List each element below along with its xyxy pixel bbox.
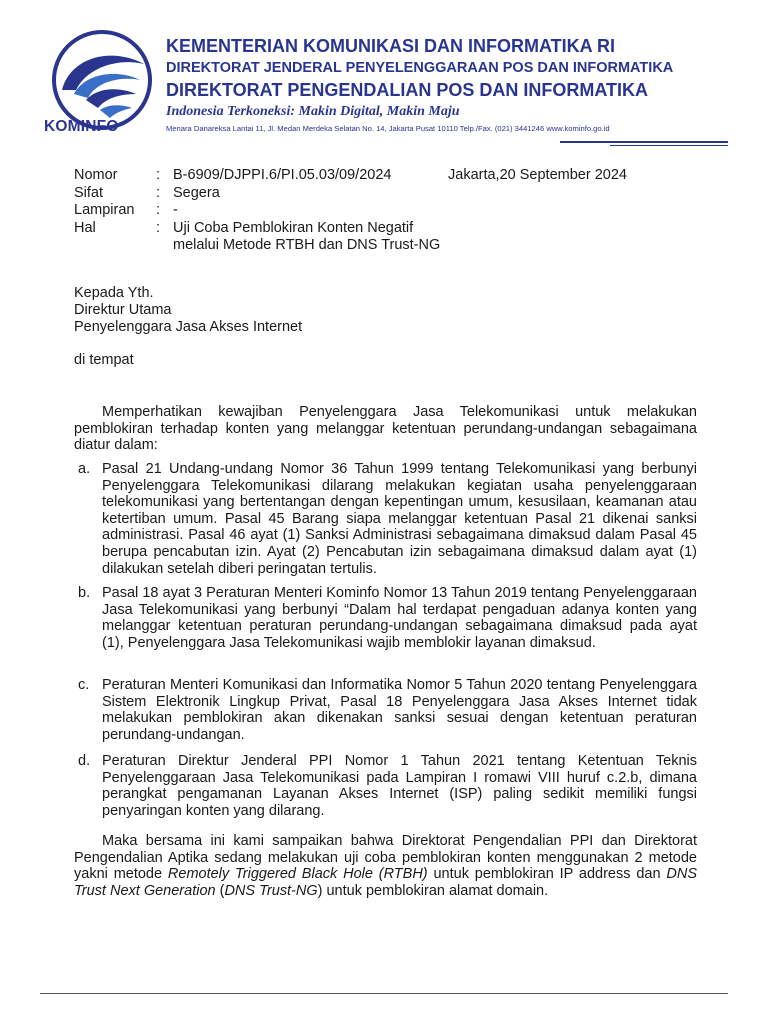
item-text: Peraturan Menteri Komunikasi dan Informatika Nomor 5 Tahun 2020 tentang Penyelenggara Sistem Elektronik Lingkup Privat, Pasal 18 Penyelenggara Jasa Akses Internet tidak melakukan pemblokiran akan dikenakan sanksi sesuai dengan ketentuan peraturan perundang-undangan. bbox=[102, 677, 697, 743]
intro-text: Memperhatikan kewajiban Penyelenggara Jasa Telekomunikasi untuk melakukan pemblokiran terhadap konten yang melanggar ketentuan perundang-undangan sebagaimana diatur dalam: bbox=[74, 404, 697, 454]
sifat-value: Segera bbox=[173, 184, 220, 201]
office-address: Menara Danareksa Lantai 11, Jl. Medan Merdeka Selatan No. 14, Jakarta Pusat 10110 Telp./Fax. (021) 3441246 www.kominfo.go.id bbox=[166, 124, 610, 133]
list-item bbox=[74, 753, 697, 819]
hal-value-2: melalui Metode RTBH dan DNS Trust-NG bbox=[173, 237, 441, 253]
intro-paragraph bbox=[74, 404, 697, 454]
item-text: Pasal 18 ayat 3 Peraturan Menteri Kominfo Nomor 13 Tahun 2019 tentang Penyelenggaraan Jasa Telekomunikasi yang berbunyi “Dalam hal terdapat pengaduan adanya konten yang melanggar ketentuan peraturan perundang-undangan sebagaimana dimaksud pada ayat (1), Penyelenggara Jasa Telekomunikasi wajib memblokir layanan dimaksud. bbox=[102, 585, 697, 651]
closing-text-4: ) untuk pemblokiran alamat domain. bbox=[317, 882, 549, 899]
list-item bbox=[74, 461, 697, 577]
letter-date: Jakarta,20 September 2024 bbox=[448, 167, 627, 183]
addressee bbox=[74, 285, 302, 336]
nomor-value: B-6909/DJPPI.6/PI.05.03/09/2024 bbox=[173, 167, 392, 183]
item-text: Pasal 21 Undang-undang Nomor 36 Tahun 1999 tentang Telekomunikasi yang berbunyi Penyelenggara Telekomunikasi dilarang melakukan kegiatan usaha penyelenggaraan telekomunikasi yang bertentangan dengan kepentingan umum, kesusilaan, keamanan atau ketertiban umum. Pasal 45 Barang siapa melanggar ketentuan Pasal 21 dikenai sanksi administrasi. Pasal 46 ayat (1) Sanksi Administrasi sebagaimana dimaksud dalam Pasal 45 berupa pencabutan izin. Ayat (2) Pencabutan izin sebagaimana dimaksud dalam ayat (1) dilakukan setelah diberi peringatan tertulis. bbox=[102, 461, 697, 577]
addressee-place: di tempat bbox=[74, 352, 134, 368]
letter-meta bbox=[74, 167, 440, 255]
meta-row-lampiran bbox=[74, 202, 440, 220]
addressee-line3: Penyelenggara Jasa Akses Internet bbox=[74, 319, 303, 335]
hal-value-1: Uji Coba Pemblokiran Konten Negatif bbox=[173, 219, 414, 236]
header-rule bbox=[560, 141, 728, 143]
colon: : bbox=[156, 219, 161, 236]
closing-dns: DNS Trust Next Generation bbox=[74, 866, 697, 899]
colon: : bbox=[156, 184, 161, 201]
logo-text: KOMINFO bbox=[44, 118, 119, 135]
closing-dns-short: DNS Trust-NG bbox=[224, 882, 318, 899]
closing-text-3: ( bbox=[215, 882, 225, 899]
addressee-line2: Direktur Utama bbox=[74, 302, 172, 318]
hal-label: Hal bbox=[74, 219, 96, 236]
addressee-line1: Kepada Yth. bbox=[74, 285, 154, 301]
closing-text-2: untuk pemblokiran IP address dan bbox=[427, 866, 667, 883]
closing-paragraph bbox=[74, 833, 697, 899]
sifat-label: Sifat bbox=[74, 184, 104, 201]
lampiran-value: - bbox=[173, 202, 178, 218]
footer-rule bbox=[40, 993, 728, 994]
colon: : bbox=[156, 202, 161, 218]
meta-row-hal bbox=[74, 220, 440, 238]
meta-row-hal-continued bbox=[74, 237, 440, 255]
lampiran-label: Lampiran bbox=[74, 202, 135, 218]
item-letter: a. bbox=[78, 461, 91, 477]
header-rule-thin bbox=[610, 145, 728, 146]
ministry-name: KEMENTERIAN KOMUNIKASI DAN INFORMATIKA RI bbox=[166, 36, 615, 56]
directorate-name: DIREKTORAT PENGENDALIAN POS DAN INFORMATIKA bbox=[166, 80, 649, 100]
directorate-general-name: DIREKTORAT JENDERAL PENYELENGGARAAN POS DAN INFORMATIKA bbox=[166, 60, 674, 76]
item-text: Peraturan Direktur Jenderal PPI Nomor 1 Tahun 2021 tentang Ketentuan Teknis Penyelenggaraan Jasa Telekomunikasi pada Lampiran I romawi VIII huruf c.2.b, dimana perangkat pengamanan Layanan Akses Internet (ISP) paling sedikit memiliki fungsi penyaringan konten yang dilarang. bbox=[102, 753, 697, 819]
letterhead bbox=[0, 0, 768, 150]
colon: : bbox=[156, 167, 161, 183]
tagline: Indonesia Terkoneksi: Makin Digital, Makin Maju bbox=[166, 104, 460, 119]
list-item bbox=[74, 677, 697, 743]
list-item bbox=[74, 585, 697, 651]
closing-rtbh: Remotely Triggered Black Hole (RTBH) bbox=[167, 866, 428, 883]
item-letter: d. bbox=[78, 753, 91, 769]
nomor-label: Nomor bbox=[74, 167, 118, 183]
closing-text-1: Maka bersama ini kami sampaikan bahwa Direktorat Pengendalian PPI dan Direktorat Pengendalian Aptika sedang melakukan uji coba pemblokiran konten menggunakan 2 metode yakni metode bbox=[74, 833, 697, 883]
item-letter: b. bbox=[78, 585, 91, 601]
item-letter: c. bbox=[78, 677, 90, 693]
meta-row-sifat bbox=[74, 185, 440, 203]
meta-row-nomor bbox=[74, 167, 440, 185]
